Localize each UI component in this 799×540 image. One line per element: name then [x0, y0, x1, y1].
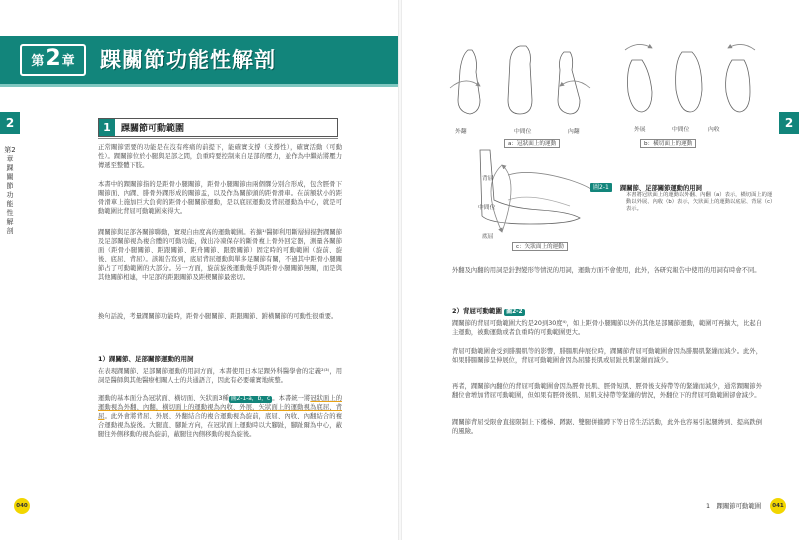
caption-transverse: b：橫切面上的運動	[640, 139, 696, 148]
label-neutral-transverse: 中間位	[672, 127, 690, 133]
terms-text-b: 。本書統一將	[272, 395, 311, 402]
figure-title: 踝關節、足部關節運動的用詞	[620, 185, 702, 192]
section-heading	[98, 118, 338, 137]
left-page-number: 040	[14, 498, 30, 514]
label-inversion: 內翻	[568, 129, 580, 135]
right-page-number: 041	[770, 498, 786, 514]
chapter-number: 2	[45, 46, 61, 71]
chapter-title: 踝關節功能性解剖	[100, 48, 276, 72]
label-neutral-coronal: 中間位	[514, 129, 532, 135]
label-abduction: 外展	[634, 127, 646, 133]
figure-ref-2-1[interactable]: 圖2-1-a，b，c	[230, 396, 271, 402]
figure-ref-2-2[interactable]: 圖2-2	[506, 309, 523, 315]
terms-paragraph-1: 在表現踝關節、足部關節運動的用詞方面，本書使用日本足踝外科醫學會的定義²⁾³⁾，用詞是醫師與其他醫療相關人士的共通語言，因此有必要確實地統整。	[98, 368, 342, 385]
section-rule	[98, 138, 338, 139]
sagittal-foot-drawing	[480, 150, 592, 232]
left-paragraph-3: 踝關節與足部各關節聯動，實現自由度高的運動範圍。若擴¹⁾醫師利用斷層掃描對踝關節及足部關節視為複合體的可動功能，做出冷凍保存的斷骨複上骨外回定器，測量各關節面（距骨小腿關節、距跟關節、距舟關節、跟骰關節）固定時的可動範圍（旋前、旋後、底屈、背屈）。該報告寫到，底屈背屈運動與單多足關節有關，不過其中距骨小腿關節占了可動範圍的大部分。另一方面，旋前旋後運動幾乎與距骨小腿關節無關，而是與其他關節相連，中足部的距跟關節及距楔關節最密切。	[98, 229, 342, 282]
caption-sagittal: c：矢狀面上的運動	[512, 242, 568, 251]
figure-badge: 圖2-1	[590, 183, 612, 192]
subheading-dorsiflexion	[452, 306, 525, 316]
figure-2-1-illustration	[420, 0, 780, 260]
label-plantarflexion: 底屈	[482, 234, 494, 240]
coronal-feet-drawing	[450, 46, 590, 114]
left-paragraph-2: 本書中的踝關節指的是距骨小腿關節，距骨小腿關節由兩個髁分別合形成，包含脛骨下關節面、內踝、腓骨外踝形成的關節盂，以及作為關節頭的距骨滑車。在前額狀小的距骨滑車上施加巨大負荷的距骨小腿關節運動，是以底屈運動及背屈運動為中心，就是可動範圍比背屈可動範圍來得大。	[98, 181, 342, 216]
subheading-dorsiflexion-text: 2）背屈可動範圍	[452, 307, 503, 315]
caption-coronal: a：冠狀面上的運動	[504, 139, 560, 148]
label-eversion: 外翻	[455, 129, 467, 135]
terms-text-a: 運動的基本面分為冠狀面、橫切面、矢狀面3種	[98, 395, 229, 402]
left-chapter-tab: 2	[0, 112, 20, 134]
subheading-terms: 1）踝關節、足部關節運動的用詞	[98, 355, 194, 363]
chapter-label-post: 章	[61, 54, 75, 69]
transverse-feet-drawing	[625, 44, 755, 112]
page-gutter	[398, 0, 402, 540]
label-adduction: 內收	[708, 127, 720, 133]
terms-text-c: 。此外會將背屈、外展、外翻結合的複合運動視為旋前，底屈、內收、內翻結合的複合運動視為旋後。大腿直、腳趾方向，在冠狀面上運動時以大腳趾，腳趾爾為中心，蔽腿往外側移動的視為旋前，蔽腿往內側移動的視為旋後。	[98, 413, 343, 439]
terms-highlight: 冠狀面上的運動視為外翻、內翻，橫切面上的運動視為內收、外展，矢狀面上的運動視為底屈、背屈	[98, 395, 343, 421]
chapter-accent-rule	[0, 84, 398, 87]
label-neutral-sagittal: 中間位	[478, 205, 496, 211]
left-paragraph-4: 換句話說，考量踝關節功能時，距骨小腿關節、距跟關節、跗橫關節的可動性很重要。	[98, 313, 338, 320]
label-dorsiflexion: 背屈	[482, 176, 494, 182]
chapter-number-box	[20, 44, 86, 76]
chapter-label-pre: 第	[31, 54, 45, 69]
right-paragraph-3: 背屈可動範圍會受到腓腸肌等的影響，腓腸肌伸展位時，踝關節背屈可動範圍會因為腓腸肌緊繃而減少。此外，如果腓腸關節呈伸展位，背屈可動範圍會因為屈膝長肌或屈趾長肌緊繃而減少。	[452, 348, 762, 365]
right-paragraph-1: 外翻及內翻的用詞是針對變形等情況的用詞，運動方面不會使用，此外，各研究報告中使用的用詞有時會不同。	[452, 267, 761, 274]
section-title: 踝關節可動範圍	[121, 124, 185, 134]
terms-paragraph-2	[98, 394, 342, 439]
right-paragraph-4: 再者，踝關節內翻位的背屈可動範圍會因為脛骨長肌、脛骨短肌、脛骨後支持帶等的緊繃而減少，通常踝關節外翻位會增加背屈可動範圍，但如果有脛骨後肌、屈肌支持帶等緊繃的情況，外翻位下的背屈可動範圍卻會減少。	[452, 383, 762, 400]
right-paragraph-2: 踝關節的背屈可動範圍大約是20到30度⁴⁾，如上距骨小腿關節以外的其他足部關節運動，範圍可再擴大，比起自主運動，被動運動或者負重時的可動範圍更大。	[452, 320, 762, 337]
left-paragraph-1: 正常關節需要的功能是在沒有疼痛的前提下，能確實支撐（支撐性），確實活動（可動性）。踝關節位於小腿與足部之間，負重時要控制來自足部的壓力，並作為中繼站將壓力傳遞至整體下肢。	[98, 144, 342, 170]
left-vertical-chapter-label: 第2章 踝關節功能性解剖	[4, 146, 16, 235]
section-number: 1	[99, 119, 115, 136]
right-chapter-tab: 2	[779, 112, 799, 134]
right-running-footer: 1 踝關節可動範圍	[706, 502, 762, 510]
right-paragraph-5: 踝關節背屈受限會直接限制上下樓梯、蹲踞、雙腿併攏蹲下等日常生活活動，此外也容易引起腿縛到、提高跌倒的風險。	[452, 419, 762, 436]
figure-note: 本書將冠狀面上的運動以外翻、內翻（a）表示，橫切面上的運動以外展、內收（b）表示，矢狀面上的運動以底屈、背屈（c）表示。	[626, 192, 776, 212]
